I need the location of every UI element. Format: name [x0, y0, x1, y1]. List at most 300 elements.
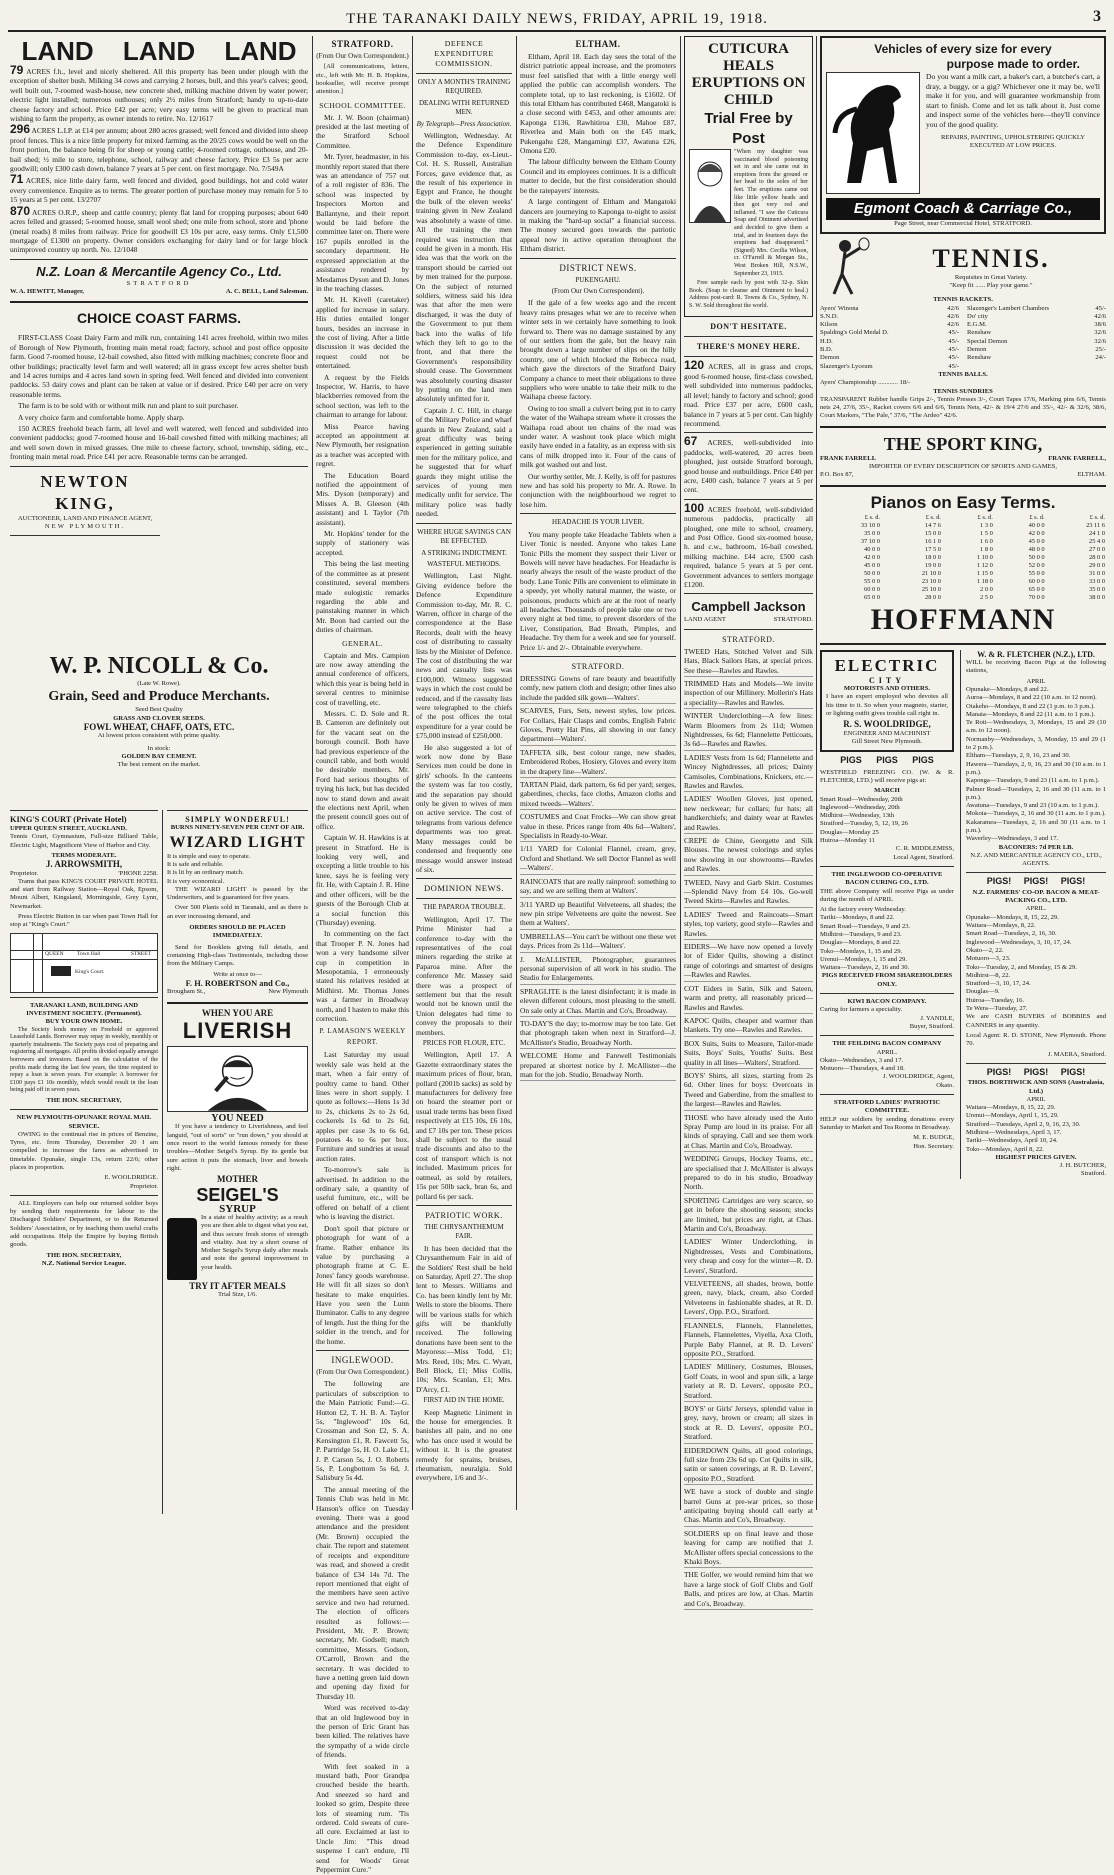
pianos-row [820, 522, 1106, 530]
small-ad: BOX Suits, Suits to Measure, Tailor-made Suits, Boys' Suits, Youths' Suits. Best quality in all lines—Walters', Stratford. [684, 1039, 813, 1069]
loan-manager: W. A. HEWITT, Manager, [10, 288, 84, 296]
fletcher-month: APRIL [1026, 677, 1046, 685]
school-paragraph: Mr. H. Kivell (caretaker) applied for increase in salary. His duties entailed longer hours, besides an increase in the cost of living. After a little discussion it was decided the request could not be entertained. [316, 295, 409, 371]
nzf-cash: We are CASH BUYERS of BOBBIES and CANNERS in any quantity. [966, 1013, 1106, 1029]
racket-name: Kilson [820, 321, 838, 329]
listing-text: ACRES, nice little dairy farm, well fenced and divided, good buildings, hot and cold water every convenience. Enquire as to terms. The greater portion of purchase money may remain for 5 to 15 years at 5 per cent. 13/2707 [10, 176, 308, 205]
schedule-line: Eltham—Tuesdays, 2, 9, 16, 23 and 30. [966, 752, 1071, 760]
small-ad: WELCOME Home and Farewell Testimonials prepared at shortest notice by J. McAllister—the man for the job. Studio, Broadway North. [520, 1051, 676, 1081]
wizard-heading: WIZARD LIGHT [169, 833, 306, 851]
land-ad-text: ACRES freehold, well-subdivided numerous paddocks, practically all ploughed, one mile to school, creamery, and Post Office. Good six-roomed house, h. and c.w., bathroom, 16-bail cowshed, milking machine. £44 acre, £500 cash required, balance 5 years at 5 per cent. Government advances to settlers mortgage £1200. [684, 504, 813, 589]
racket-row [967, 329, 1106, 337]
sport-king-town: ELTHAM. [1077, 471, 1106, 479]
kings-court-proprietor-title: Proprietor. [10, 869, 39, 877]
pukengahu-paragraph: Our worthy settler, Mr. J. Kelly, is off for pastures new and has sold his property to Mr. A. Rowe. In conjunction with the neighbourhood we regret to lose him. [520, 471, 676, 509]
district-news-heading: DISTRICT NEWS. [559, 262, 637, 273]
schedule-line: Kaponga—Tuesdays, 9 and 23 (11 a.m. to 1 p.m.). [966, 777, 1100, 785]
column-5 [684, 36, 813, 1608]
small-ad: TWEED, Navy and Garb Skirt. Costumes—Splendid Navy from £4 10s. Go-well Tweed Skirts—Rawles and Rawles. [684, 878, 813, 908]
royal-mail-text: OWING to the continual rise in prices of Benzine, Tyres, etc. from Thursday, December 20 I am compelled to increase the fares as advertised in timetable. Opunake, single 13s, return 22/6; other places in proportion. [10, 1130, 158, 1171]
racket-name: B.D. [820, 346, 833, 354]
school-paragraph: The Education Board notified the appointment of Mrs. Dyson (temporary) and Misses A. B. Gleeson (4th assistant) and I. Taylor (7th assistant). [316, 470, 409, 527]
nicoll-line: The best cement on the market. [117, 761, 201, 769]
wizard-orders: ORDERS SHOULD BE PLACED IMMEDIATELY. [189, 924, 286, 940]
royal-mail-sign: E. WOOLDRIDGE. [104, 1174, 158, 1182]
borthwick-schedule [966, 1104, 1106, 1154]
coast-farms-text: 150 ACRES freehold beach farm, all level and well watered, well fenced and subdivided into convenient paddocks; good 7-roomed house and 16-bail cowshed fitted with milking machines; all and well sown down in mixed grasses. One mile to cheese factory, school, township, siding, etc., fronting main metal road. Price £41 per acre. Reasonable terms can be arranged. [10, 423, 308, 462]
stratford-small-ads-2 [684, 647, 813, 1610]
feilding-sign-2: Okato. [936, 1081, 954, 1089]
schedule-line: Awatuna—Tuesdays, 9 and 23 (10 a.m. to 1 p.m.). [966, 802, 1099, 810]
wizard-simply: SIMPLY WONDERFUL! [185, 815, 290, 824]
racket-price: 42/6 [947, 304, 959, 312]
feilding-month: APRIL. [876, 1048, 898, 1056]
pianos-cell: 19 0 0 [925, 561, 941, 569]
pianos-cell: 25 10 0 [921, 585, 941, 593]
land-ad-acres: 67 [684, 434, 698, 449]
land-listing [10, 203, 308, 255]
schedule-line: Inglewood—Wednesday, 20th [820, 803, 900, 811]
schedule-line: Midhirst—Tuesdays, 9 and 23. [820, 930, 902, 938]
schedule-line: Normanby—Wednesdays, 3, Monday, 15 and 29 (1 to 2 p.m.). [966, 735, 1106, 752]
racket-price: 25/- [1095, 346, 1106, 354]
westfield-text: WESTFIELD FREEZING CO. (W. & R. FLETCHER, LTD.) will receive pigs at: [820, 768, 954, 784]
coast-farms-text: FIRST-CLASS Coast Dairy Farm and milk run, containing 141 acres freehold, within two miles of Borough of New Plymouth, fronting main metal road; factory, school and post office opposite farm. Good 7-roomed house, 12-bail cowshed, also fitted with milking machines; concrete floor and other buildings; practically level farm and well watered; all in grass except few acres shelter bush and 14 acres turnips and 4 acres land sown in spring feed. Well fenced and divided into convenient paddocks. 53 dairy cows and plant can be taken at value or if desired. Price £40 per acre on very reasonable terms. [10, 333, 308, 399]
lamason-paragraphs [316, 1050, 409, 1346]
vehicles-heading-2: purpose made to order. [946, 57, 1080, 71]
chrysanthemum-text: It has been decided that the Chrysanthemum Fair in aid of the Soldiers' Rest shall be held on Saturday, April 27. The shop lent to Messrs. Williams and Co. has been kindly lent by Mr. Wells to store the blooms. There will be various stalls for which gifts will be thankfully received. The following donations have been sent to the Mayoress:—Miss Todd, £1; Mrs. Reed, 10s; Mrs. C. Wyatt, Bell Block, £1; Miss Collis, 10s; Mrs. Scanlan, £1; Mrs. D'Arcy, £1. [416, 1243, 512, 1394]
chrysanthemum-heading: THE CHRYSANTHEMUM FAIR. [424, 1222, 504, 1241]
schedule-line: At the factory every Wednesday. [820, 906, 906, 914]
cuticura-heading: CUTICURA HEALS ERUPTIONS ON CHILD [691, 41, 806, 108]
kiwi-text: Curing for farmers a speciality. [820, 1006, 903, 1014]
savings-paragraphs [416, 571, 512, 874]
racket-name: Renshaw [967, 329, 992, 337]
racket-row [820, 346, 959, 354]
schedule-line: Toko—Mondays, April 8, 22. [966, 1145, 1044, 1153]
small-ad: WE have a stock of double and single barrel Guns at pre-war prices, so those anticipating buying should call early at Chas. Martin and Co's, Broadway. [684, 1487, 813, 1527]
pianos-cell: 45 0 0 [864, 561, 880, 569]
nicoll-line: Seed Best Quality [135, 706, 183, 714]
column-rule [516, 36, 517, 1510]
sport-king-box: P.O. Box 87, [820, 471, 854, 479]
small-ad: KAPOC Quilts, cheaper and warmer than blankets. Try one—Rawles and Rawles. [684, 1016, 813, 1037]
pianos-cell: 1 12 0 [976, 561, 993, 569]
defence-byline: By Telegraph—Press Association. [416, 119, 512, 128]
seigel-text: In a state of healthy activity; as a result you are then able to digest what you eat, and thus secure fresh stores of strength and vitality. Just try a short course of Mother Seigel's Syrup daily after meals and note the general improvement in your health. [201, 1213, 308, 1271]
small-ad: DRESSING Gowns of rare beauty and beautifully comfy, new pattern cloth and design; other lines also include the padded silk gown—Walters'. [520, 674, 676, 704]
small-ad: 3/11 YARD up Beautiful Velveteens, all shades; the new pin stripe Velveteens are quite the newest. See them at Walters'. [520, 900, 676, 930]
pianos-row [820, 538, 1106, 546]
nicoll-sub: (Late W. Rowe). [137, 680, 181, 687]
royal-mail-sign: Proprietor. [129, 1182, 158, 1190]
schedule-line: Motuoro—3, 23. [966, 955, 1011, 963]
sport-king-heading: THE SPORT KING, [883, 433, 1043, 454]
wizard-company: F. H. ROBERTSON and Co., [185, 978, 290, 988]
racket-price: 45/- [948, 362, 959, 370]
land-listing [10, 172, 308, 205]
small-ad: COT Eiders in Satin, Silk and Sateen, warm and pretty, all reasonably priced—Rawles and Rawles. [684, 984, 813, 1014]
pianos-cell: 70 0 0 [1028, 593, 1045, 601]
savings-sub2: WASTEFUL METHODS. [427, 559, 501, 568]
pianos-cell: 1 8 0 [980, 545, 993, 553]
liverish-heading: LIVERISH [182, 1017, 293, 1043]
stratford2-heading: STRATFORD. [722, 634, 775, 644]
syrup-bottle-icon [167, 1218, 197, 1280]
listing-acres: 79 [10, 63, 24, 77]
racket-name: S.N.D. [820, 312, 839, 320]
land-listing [10, 122, 308, 174]
tennis-keep: "Keep fit ...... Play your game." [949, 282, 1033, 290]
page-number: 3 [1093, 8, 1102, 25]
racket-name: H.D. [820, 337, 833, 345]
inglewood-bacon-schedule [820, 906, 954, 972]
cuticura-text: "When my daughter was vaccinated blood poisoning set in and she came out in eruptions from the ground or her head to the soles of her feet. The eruptions came out like little yellow heads and then got very red and inflamed. "I saw the Cuticura Soap and Ointment advertised and decided to give them a trial, and in fourteen days the eruptions had disappeared." (Signed) Mrs. Cecilia Wilson, cr. O'Farrell & Morgan Sts., West Broken Hill, N.S.W., September 23, 1915. [734, 149, 808, 277]
campbell-town: STRATFORD. [773, 616, 813, 624]
pianos-cell: 28 0 0 [1089, 553, 1105, 561]
racket-name: E.G.M. [967, 321, 987, 329]
small-ad: SOLDIERS up on final leave and those leaving for camp are notified that J. McAllister offers special concessions to the Khaki Boys. [684, 1529, 813, 1569]
column-2 [316, 36, 409, 1875]
eltham-paragraph: A large contingent of Eltham and Mangatoki dancers are journeying to Kaponga to-night to assist in making the "hard-up social" a financial success. The money secured goes towards the patriotic appeal now in active operation throughout the Eltham district. [520, 197, 676, 254]
schedule-line: Toko—Tuesday, 2, and Monday, 15 & 29. [966, 963, 1077, 971]
schedule-line: Okato—Wednesdays, 3 and 17. [820, 1056, 904, 1064]
schedule-line: Otakeho—Mondays, 8 and 22 (1 p.m. to 3 p.m.). [966, 702, 1095, 710]
borthwick-foot: HIGHEST PRICES GIVEN. [995, 1153, 1077, 1161]
sport-king-name-2: FRANK FARRELL, [1048, 454, 1106, 462]
racket-row [967, 321, 1106, 329]
firstaid-text: Keep Magnetic Liniment in the house for emergencies. It banishes all pain, and no one who has once used it would be without it. It is the greatest remedy for sprains, bruises, rheumatism, neuralgia. Sold everywhere, 1/6 and 3/-. [416, 1407, 512, 1483]
schedule-line: Te Roti—Wednesdays, 3, Mondays, 15 and 29 (10 a.m. to 12 noon). [966, 719, 1106, 735]
pianos-cell: 52 0 0 [1028, 561, 1045, 569]
inglewood-paragraph: The following are particulars of subscription to the Main Patriotic Fund:—G. Hutton £2, T. H. B. A. Taylor 5s, "Inglewood" 10s 6d, Crossman and Son £2, S. A. Kensington £1, R. Fawcett 5s, P. Partridge 5s, H. O. Lake £1, J. P. Carson 5s, J. O. Roberts 5s, P. Longbottom 5s 6d, J. Salisbury 5s 4d. [316, 1379, 409, 1483]
small-ad: VELVETEENS, all shades, brown, bottle green, navy, black, cream, also Corded Velveteens in fashionable shades, at R. D. Levers', Opp. P.O., Stratford. [684, 1279, 813, 1319]
electric-name: R. S. WOOLDRIDGE, [843, 719, 931, 730]
inglewood-bacon-heading: THE INGLEWOOD CO-OPERATIVE BACON CURING CO., LTD. [831, 870, 943, 887]
seigel-trial: Trial Size, 1/6. [218, 1291, 257, 1299]
racket-row [820, 338, 959, 346]
school-paragraph: Miss Pearce having accepted an appointment at New Plymouth, her resignation as a teacher was accepted with regret. [316, 421, 409, 469]
pigs-banner-2: PIGS! PIGS! PIGS! [986, 876, 1086, 887]
baconers-price: BACONERS: 7d PER LB. [998, 843, 1074, 851]
pianos-cell: £ s. d. [1029, 513, 1045, 521]
borthwick-sign: J. H. BUTCHER, [1059, 1162, 1106, 1170]
vehicles-heading: Vehicles of every size for every [874, 42, 1052, 56]
cuticura-text2: Free sample each by post with 32-p. Skin Book. (Soap to cleanse and Ointment to heal.) Address post-card: R. Towns & Co., Sydney, N. S. W. Sold throughout the world. [689, 280, 808, 309]
inglewood-paragraphs [316, 1379, 409, 1874]
defence-sub2: DEALING WITH RETURNED MEN. [418, 98, 510, 117]
westfield-sign-2: Local Agent, Stratford. [893, 853, 954, 861]
sundries-text: TRANSPARENT Rubber handle Grips 2/-, Tennis Presses 3/-, Court Tapes 17/6, Marking pins 6/6, Tennis nets 24, 27/6, 35/-, Racket covers 6/6 and 6/6, Tennis Nets, 42/- & 19/4 27/6 and 35/-, 42/- & 32/6, 38/6, Court Markers, "The Pale," 37/6, "The Ardeo" 42/6. [820, 395, 1106, 420]
child-portrait-icon [689, 149, 731, 223]
small-ad: BOYS' or Girls' Jerseys, splendid value in grey, navy, brown or cream; all sizes in stock at R. D. Levers', opposite P.O., Stratford. [684, 1404, 813, 1444]
feilding-sign: J. WOOLDRIDGE, Agent, [882, 1073, 954, 1081]
map-label: Town Hall [77, 950, 101, 957]
pianos-row [820, 530, 1106, 538]
listing-acres: 71 [10, 172, 24, 187]
pianos-cell: 37 10 0 [860, 537, 880, 545]
column-rule [680, 36, 681, 1510]
pianos-cell: 33 10 0 [860, 521, 880, 529]
kings-court-heading: KING'S COURT (Private Hotel) [10, 815, 127, 824]
wizard-feature: It is simple and easy to operate. [167, 852, 251, 860]
schedule-line: Midhirst—8, 22. [966, 971, 1011, 979]
schedule-line: Waitara—Tuesdays, 2, 16 and 30. [820, 964, 910, 972]
vehicles-text: Do you want a milk cart, a baker's cart, a butcher's cart, a dray, a buggy, or a gig? Whichever one it may be, we'll make it for you, and will guarantee workmanship from start to finish. Come and let us talk about it. Just come and inspect some of the vehicles here—they'll convince you of the good quality. [926, 72, 1100, 129]
tennis-player-icon [820, 238, 870, 296]
kings-court-phone: 'PHONE 2258. [118, 869, 158, 877]
pianos-cell: 55 0 0 [864, 577, 880, 585]
employers-secretary: THE HON. SECRETARY, [46, 1251, 122, 1259]
pianos-row [820, 578, 1106, 586]
pianos-cell: 27 0 0 [1089, 545, 1105, 553]
listing-text: ACRES L.I.P. at £14 per annum; about 280 acres grassed; well fenced and divided into sheep proof fences. This is a nice little property for mixed farming as the 20/25 cows would be well on the front portion, the balance being fit for sheep or young cattle; 4-roomed cottage, outhouse, and 20-bail shed; ½ mile to store, telephone, school, railway and cheese factory. Price £3 5s per acre goodwill; only £300 cash down, balance 7 years at 5 per cent. on first mortgage. No. 7/549A [10, 126, 308, 174]
royal-mail-heading: NEW PLYMOUTH-OPUNAKE ROYAL MAIL SERVICE. [16, 1114, 152, 1130]
nicoll-advert [10, 652, 308, 802]
newton-king-town: NEW PLYMOUTH. [44, 522, 126, 530]
defence-paragraph: Wellington, Wednesday. At the Defence Expenditure Commission to-day, ex-Lieut.-Col. H. S. Russell, Australian Forces, gave evidence that, as the result of his experience in Egypt and France, he thought the bulk of the eleven weeks' training given in New Zealand was absolutely a waste of time. All the training the men required was instruction that could be given in a month. His idea was that the work on the transport should be carried out by men trained for the purpose. On the subject of returned soldiers, witness said his idea was that after the men were discharged, it was the duty of the Government to put them back into the walks of life which they left to go to the front, and that there the Government's responsibility should cease. The Government was absolutely courting disaster by putting on the land men absolutely unfitted for it. [416, 131, 512, 404]
listing-text: ACRES O.R.P., sheep and cattle country; plenty flat land for cropping purposes; about 640 acres felled and grassed; 5-roomed house, small wool shed; one mile from school, store and 'phone (metal roads) 8 miles from railway. Price for goodwill £3 10s per acre, easy terms. Only £1,500 mortgage of £1300 on property. Owner considers exchanging for dairy land or for large block unimproved country up north. No. 12/1048 [10, 207, 308, 255]
pianos-cell: 60 0 0 [1028, 577, 1045, 585]
balls-text: Ayers' Championship ............ 18/- [820, 379, 911, 387]
school-paragraphs [316, 113, 409, 635]
wizard-street: Brougham St., [167, 988, 206, 996]
small-ad: TRIMMED Hats and Models—We invite inspection of our Millinery. Mollerin's Hats a speciality—Rawles and Rawles. [684, 679, 813, 709]
schedule-line: Manaia—Mondays, 8 and 22 (11 a.m. to 1 p.m.). [966, 710, 1096, 718]
pianos-cell: 1 5 0 [980, 529, 993, 537]
sundries-heading: TENNIS SUNDRIES [933, 387, 993, 395]
fletcher-schedule [966, 686, 1106, 844]
small-ad: COSTUMES and Coat Frocks—We can show great value in these. Prices range from 40s 6d—Walters', Specialists in Ready-to-Wear. [520, 812, 676, 842]
pianos-cell: 33 0 0 [1089, 577, 1105, 585]
nicoll-line: FOWL WHEAT, CHAFF, OATS, ETC. [83, 721, 235, 732]
pianos-row [820, 570, 1106, 578]
nicoll-line: At lowest prices consistent with prime quality. [97, 732, 221, 740]
kings-court-address: UPPER QUEEN STREET, AUCKLAND. [10, 825, 127, 832]
baconers-agency: N.Z. AND MERCANTILE AGENCY CO., LTD., AGENTS. [970, 851, 1102, 868]
pianos-cell: 25 4 0 [1089, 537, 1105, 545]
inglewood-paragraph: With feet soaked in a mustard bath, Poor Grandpa crouched beside the hearth. And sneezed so hard and looked so grim, Despite three lots of steaming rum. 'Tis ordered. Cold sweats of cure-all cure. Exclaimed at last to Uncle Jim: "This dread suspense I can't endure, I'll send for Woods' Great Peppermint Cure." [316, 1761, 409, 1875]
inglewood-sub: (From Our Own Correspondent.) [316, 1367, 409, 1376]
rackets-right [967, 305, 1106, 371]
schedule-line: Smart Road—Tuesdays, 2, 16, 30. [966, 930, 1057, 938]
racket-row [967, 313, 1106, 321]
pigs-banner: PIGS PIGS PIGS [840, 755, 934, 766]
land-ad-acres: 120 [684, 358, 705, 373]
pianos-cell: 16 1 0 [925, 537, 941, 545]
small-ad: TARTAN Plaid, dark pattern, 6s 6d per yard; serges, gaberdines, checks, face cloths, Amazon cloths and mixed tweeds—Walters'. [520, 780, 676, 810]
pianos-cell: 28 0 0 [925, 593, 941, 601]
borthwick-sign-2: Stratford. [1080, 1170, 1106, 1178]
loan-salesman: A. C. BELL, Land Salesman. [225, 288, 308, 296]
racket-price: 45/- [1095, 304, 1106, 312]
westfield-month: MARCH [874, 787, 900, 795]
campbell-jackson: Campbell Jackson [691, 599, 806, 615]
schedule-line: Inglewood—Wednesdays, 3, 10, 17, 24. [966, 938, 1072, 946]
defence-heading: DEFENCE EXPENDITURE COMMISSION. [434, 39, 494, 68]
borthwick-month: APRIL [1026, 1095, 1046, 1103]
pianos-cell: 23 10 0 [921, 577, 941, 585]
wizard-feature: It is very economical. [167, 877, 225, 885]
column-1-lower-right [162, 806, 308, 1510]
horse-icon [826, 72, 920, 194]
small-ad: LADIES' Woollen Gloves, just opened, new neckwear; fur collars; fur hats; all handkerchiefs; and dainty wear at Rawles and Rawles. [684, 794, 813, 834]
land-ads [684, 358, 813, 594]
column-rule [816, 36, 817, 1510]
school-paragraph: Mr. Tyrer, headmaster, in his monthly report stated that there was an attendance of 757 out of a roll register of 836. The school was inspected by Inspectors Morton and Ballantyne, and their report would be laid before the committee later on. There were 167 pupils enrolled in the secondary department. He expressed appreciation at the assistance rendered by Mesdames Dyson and D. Jones in the teaching classes. [316, 152, 409, 293]
vehicles-repairs: REPAIRS, PAINTING, UPHOLSTERING QUICKLY EXECUTED AT LOW PRICES. [940, 133, 1086, 149]
campbell-role: LAND AGENT [684, 616, 726, 624]
small-ad: THE Golfer, we would remind him that we have a large stock of Golf Clubs and Golf Balls, and prices are low, at Chas. Martin and Co's, Broadway. [684, 1570, 813, 1610]
land-heading: LAND LAND LAND [21, 36, 297, 66]
pianos-cell: 31 0 0 [1089, 569, 1105, 577]
stratford-small-ads [520, 674, 676, 1081]
kings-court-press: Press Electric Button in car when past Town Hall for stop at "King's Court." [10, 913, 158, 929]
rackets-left [820, 305, 959, 371]
schedule-line: Waitara—Mondays, 8, 22. [966, 922, 1036, 930]
ladies-heading: STRATFORD LADIES' PATRIOTIC COMMITTEE. [833, 1099, 941, 1115]
map-label: King's Court. [75, 968, 105, 975]
general-paragraph: Messrs. C. D. Sole and R. B. Cameron are definitely out for the vacant seat on the borough council. Both have had previous experience of the council table, and both would be desirable members. Mr. Ford had serious thoughts of trying his luck, but has decided now to stand down and await the elections next April, when the present council goes out of office. [316, 708, 409, 831]
schedule-line: Tariki—Mondays, 8 and 22. [820, 914, 895, 922]
small-ad: RAINCOATS that are really rainproof: something to say, and we are selling them at Walters'. [520, 877, 676, 898]
loan-company-name: N.Z. Loan & Mercantile Agency Co., Ltd. [36, 263, 282, 279]
electric-text: I have an expert employed who devotes all his time to it. So when your magneto, starter, or lighting outfit gives trouble call right in. [826, 693, 948, 717]
savings-sub: A STRIKING INDICTMENT. [421, 548, 507, 557]
inglewood-paragraph: The annual meeting of the Tennis Club was held in Mr. Hanson's office on Tuesday evening. There was a good attendance and the president (Mr. Brown) occupied the chair. The report and statement of receipts and expenditure was read, and showed a credit balance of £34 14s 7d. The report mentioned that eight of the members have seen active service and two had returned. The election of officers resulted as follows:—President, Mr. P. Brown; secretary, Mr. Godsell; match committee, Messrs. Godson, O'Carroll, Brown and the secretary. It was decided to have a netting green laid down and opening day fixed for Thursday 10. [316, 1484, 409, 1701]
balls-heading: TENNIS BALLS. [938, 370, 988, 378]
eltham-paragraph: Eltham, April 18. Each day sees the total of the district patriotic appeal increase, and the promoters must feel satisfied that with a little energy well applied the public can accomplish wonders. The complete total, up to last reckoning, is £1602. Of this total Eltham has contributed £468, Mangatoki is a close second with £453, and other amounts are: Kaponga £136, Rawhitiroa £30, Mahoe £87, Riverlea and Main both on the £45 mark, Pukengahu £28, Mangamingi £37, Awatuna £26, Omona £20. [520, 52, 676, 156]
pianos-cell: £ s. d. [1089, 513, 1105, 521]
liverish-need: YOU NEED [211, 1112, 264, 1124]
pukengahu-heading: PUKENGAHU. [575, 275, 621, 284]
liverish-text: If you have a tendency to Liverishness, and feel languid, "out of sorts" or "run down," you should at once resort to the world famous remedy for these troubles—Mother Seigel's Syrup. By its gentle but sure action it puts the stomach, liver and bowels right. [167, 1123, 308, 1172]
pukengahu-sub: (From Our Own Correspondent). [551, 286, 645, 295]
school-paragraph: This being the last meeting of the committee as at present constituted, several members made eulogistic remarks regarding the able and painstaking manner in which Mr. Boon had carried out the duties of chairman. [316, 559, 409, 635]
wizard-write: Write at once to— [213, 970, 262, 978]
coast-farms-text: A very choice farm and comfortable home. Apply sharp. [18, 412, 185, 422]
loan-staff [10, 288, 308, 296]
electric-address: Gill Street New Plymouth. [851, 737, 923, 745]
small-ad: LADIES' Millinery, Costumes, Blouses, Golf Coats, in wool and spun silk, a large variety at R. D. Levers', opposite P.O., Stratford. [684, 1362, 813, 1402]
flour-heading: PRICES FOR FLOUR, ETC. [422, 1039, 506, 1047]
stratford-heading: STRATFORD. [331, 39, 394, 49]
listing-acres: 296 [10, 122, 31, 137]
firstaid-heading: FIRST AID IN THE HOME. [423, 1396, 505, 1405]
wizard-feature: It is lit by an ordinary match. [167, 869, 244, 877]
nicoll-line: GOLDEN BAY CEMENT. [121, 752, 197, 760]
newton-king-sub: AUCTIONEER, LAND AND FINANCE AGENT, [17, 514, 153, 522]
small-ad: FLANNELS, Flannels, Flannelettes, Flannels, Flannelettes, Viyella, Axa Cloth, Purple Baby Flannel, at R. D. Levers' opposite P.O., Stratford. [684, 1321, 813, 1361]
land-ad [684, 358, 813, 428]
general-paragraphs [316, 651, 409, 1024]
racket-row [820, 305, 959, 313]
schedule-line: Urenui—Mondays, 1, 15 and 29. [820, 955, 907, 963]
electric-sub: ENGINEER AND MACHINIST [843, 729, 931, 737]
pianos-cell: 21 10 0 [921, 569, 941, 577]
schedule-line: Midhirst—Wednesday, 13th [820, 812, 895, 820]
racket-name: Ayers' Winona [820, 304, 859, 312]
racket-price: 38/6 [1094, 321, 1106, 329]
listing-text: ACRES f.h., level and nicely sheltered. All this property has been under plough with the exception of shelter bush. Milking 34 cows and carrying 2 horses, bull, and this year's calves; good, well built out, 7-roomed wash-house, new concrete shed, milking machine driven by water power; electric light installed; numerous outhouses; only 2½ miles from Stratford; handy to up-to-date cheese factory and school. Price £42 per acre; very easy terms will be given to practical man wishing to farm the property, as owner intends to retire. No. 12/1617 [10, 67, 308, 124]
wizard-text: Over 500 Plants sold in Taranaki, and as there is an ever increasing demand, and [167, 904, 308, 920]
defence-paragraphs [416, 131, 512, 519]
small-ad: UMBRELLAS—You can't be without one these wet days. Prices from 2s 11d—Walters'. [520, 932, 676, 953]
nicoll-line: GRASS AND CLOVER SEEDS. [113, 714, 205, 722]
kiwi-heading: KIWI BACON COMPANY. [847, 998, 927, 1006]
feilding-schedule [820, 1057, 954, 1074]
racket-row [967, 354, 1106, 362]
egmont-address: Page Street, near Commercial Hotel, STRATFORD. [894, 220, 1032, 227]
wizard-feature: It is safe and reliable. [167, 861, 224, 868]
racket-price: 45/- [948, 346, 959, 354]
schedule-line: Stratford—Tuesdays, April 2, 9, 16, 23, 30. [966, 1120, 1081, 1128]
employers-org: N.Z. National Service League. [41, 1259, 127, 1267]
column-1-lower-left [10, 806, 158, 1510]
eltham-paragraph: The labour difficulty between the Eltham County Council and its employees continues. It is a difficult matter to decide, but the first consideration should be the ratepayers' interests. [520, 157, 676, 195]
pigs-column [960, 650, 1106, 1179]
defence-paragraph: Captain J. C. Hill, in charge of the Military Police and wharf guards in New Zealand, said a great difficulty was being experienced in getting suitable men for the military police, and he suggested that for wharf guards they might utilise the services of young men medically unfit for service. The military police was badly needed. [416, 405, 512, 519]
schedule-line: Auroa—Mondays, 8 and 22 (10 a.m. to 12 noon). [966, 694, 1097, 702]
schedule-line: Waverley—Wednesdays, 3 and 17. [966, 835, 1059, 843]
westfield-sign: C. R. MIDDLEMISS, [895, 845, 954, 853]
small-ad: BOYS' Shirts, all sizes, starting from 2s 6d. Other lines for boys: Overcoats in Tweed and Gaberdine, from the smallest to the largest—Rawles and Rawles. [684, 1071, 813, 1111]
stratford-ads-heading: STRATFORD. [571, 661, 625, 671]
seigel-syrup: SYRUP [219, 1202, 256, 1215]
racket-name: Demon [820, 354, 840, 362]
small-ad: WEDDING Groups, Hockey Teams, etc., are specialised that J. McAllister is always prepared to do in his studio, Broadway North. [684, 1154, 813, 1194]
pianos-cell: 55 0 0 [1028, 569, 1045, 577]
wizard-features [167, 853, 308, 886]
hoffmann-heading: HOFFMANN [870, 602, 1056, 636]
inglewood-bacon-text: THE above Company will receive Pigs as under during the month of APRIL [820, 887, 954, 903]
kings-court-text: Tennis Court, Gymnasium, Full-size Billiard Table, Electric Light, Magnificent View of Harbor and City. [10, 833, 158, 849]
electric-city: CITY [868, 675, 905, 685]
schedule-line: Te Wera—Tuesday, 27. [966, 1005, 1028, 1013]
small-ad: TO-DAY'S the day; to-morrow may be too late. Get that photograph taken when next in Stratford—J. McAllister's Studio, Broadway North. [520, 1019, 676, 1049]
racket-name: Slazenger's Lambert Chambers [967, 304, 1050, 312]
general-paragraph: Captain W. H. Hawkins is at present in Stratford. He is looking very well, and excepting a little trouble to his knee, says he is feeling very fit. He, with Captain J. R. Hine and other officers, will be the guests of the Borough Club at a social function this (Thursday) evening. [316, 833, 409, 927]
pianos-row [820, 546, 1106, 554]
lamason-heading: P. LAMASON'S WEEKLY REPORT. [319, 1027, 406, 1047]
land-listing [10, 63, 308, 124]
tennis-heading: TENNIS. [932, 244, 1050, 273]
pianos-row [820, 594, 1106, 602]
small-ad: THOSE who have already used the Auto Spray Pump are loud in its praise. For all kinds of spraying. Call and see them work at Chas. Martin and Co's, Broadway. [684, 1113, 813, 1153]
racket-row [820, 321, 959, 329]
pianos-cell: 40 0 0 [1028, 521, 1045, 529]
school-paragraph: A request by the Fields Inspector, W. Harris, to have blackberries removed from the school section, was left to the chairman to arrange for labour. [316, 372, 409, 420]
pianos-cell: 65 0 0 [1028, 585, 1045, 593]
pianos-cell: 42 0 0 [864, 553, 880, 561]
schedule-line: Douglas—9. [966, 988, 1000, 996]
pianos-cell: 40 0 0 [864, 545, 880, 553]
pianos-cell: 35 0 0 [1089, 585, 1105, 593]
inglewood-bacon-foot: PIGS RECEIVED FROM SHAREHOLDERS ONLY. [821, 972, 953, 988]
schedule-line: Mokoia—Tuesdays, 2, 16 and 30 (11 a.m. to 1 p.m.). [966, 810, 1106, 818]
nzf-heading: N.Z. FARMERS' CO-OP. BACON & MEAT-PACKING CO., LTD. [972, 888, 1100, 905]
school-paragraph: Mr. J. W. Boon (chairman) presided at the last meeting of the Stratford School Committee. [316, 112, 409, 150]
savings-paragraph: He also suggested a lot of work now done by Base Services men could be done in girls' schools. In the canteens the system was far too costly, and the separation pay should only be given to wives of men on active service. The cost of telegrams from various defence departments was too great. Many messages could be condensed and frequently one message would answer instead of six. [416, 742, 512, 874]
schedule-line: Opunake—Mondays, 8, 15, 22, 29. [966, 913, 1059, 921]
pianos-cell: 65 0 0 [864, 593, 880, 601]
kings-court-map [10, 933, 158, 993]
racket-price: 42/6 [1094, 312, 1106, 320]
rackets-heading: TENNIS RACKETS. [933, 296, 993, 304]
pianos-cell: 42 0 0 [1028, 529, 1045, 537]
sport-king-name: FRANK FARRELL [820, 454, 877, 462]
pianos-cell: 17 5 0 [925, 545, 941, 553]
